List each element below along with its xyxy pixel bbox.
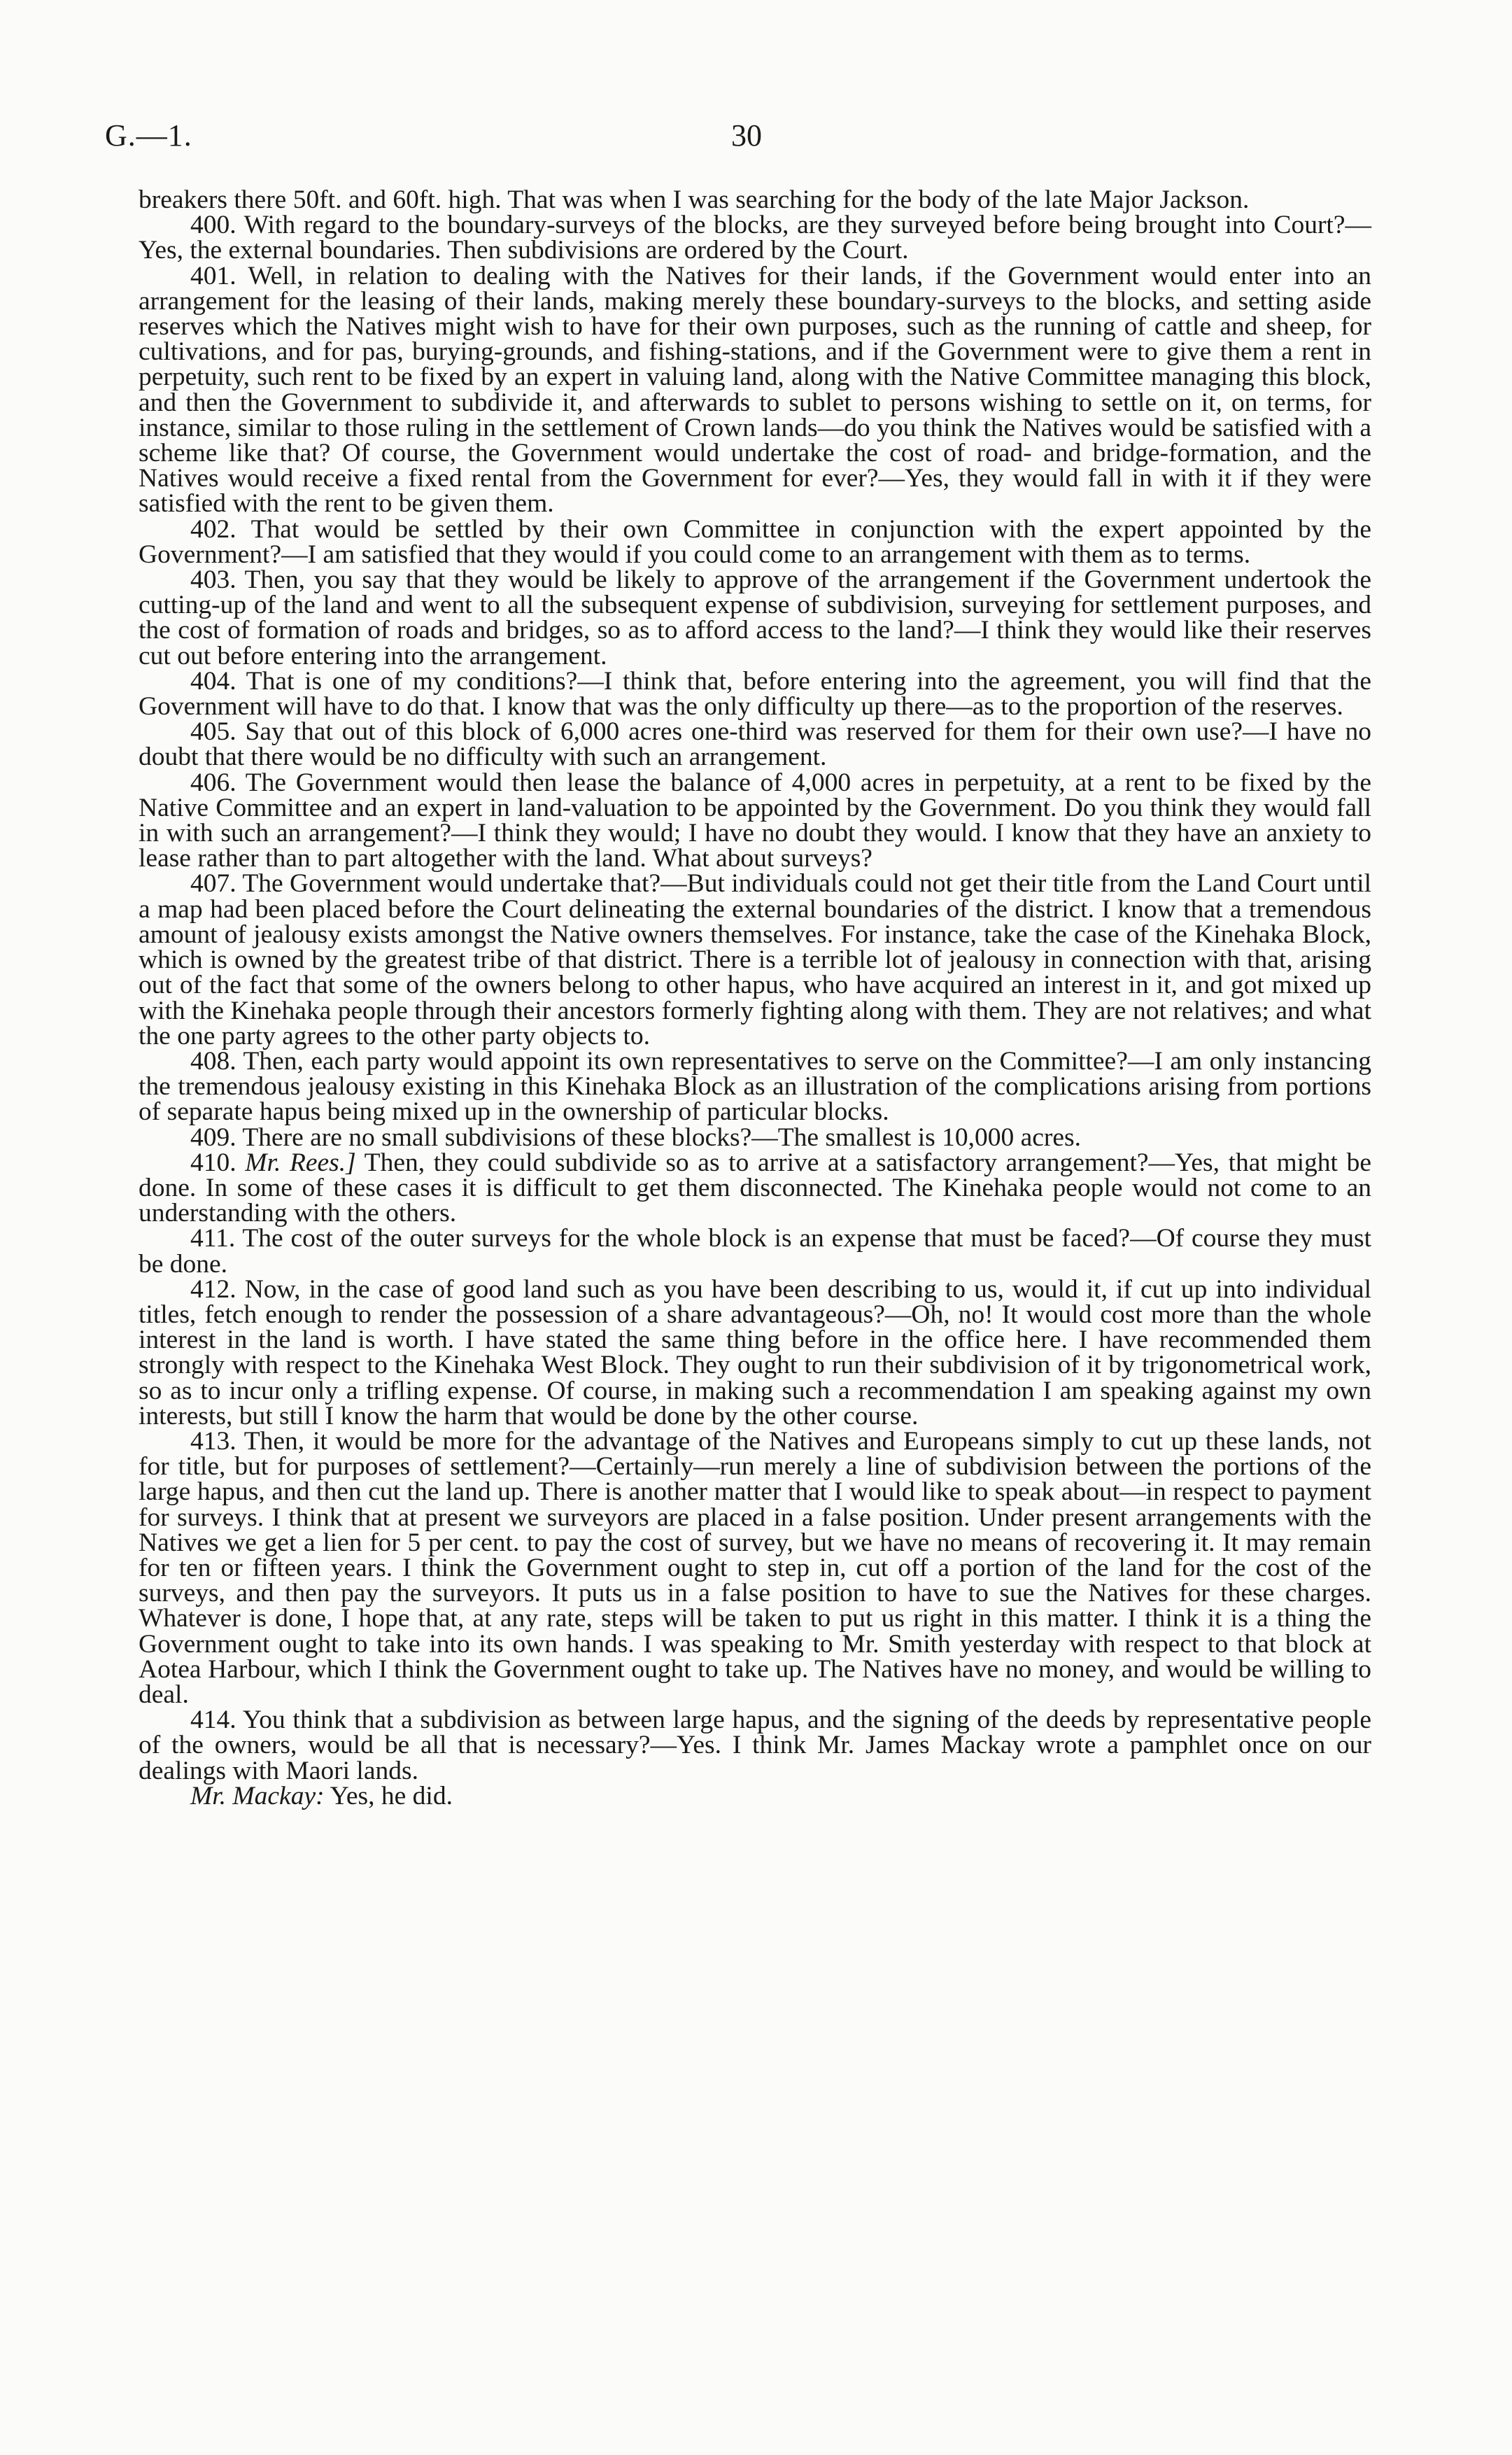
paragraph-continuation: breakers there 50ft. and 60ft. high. That was when I was searching for the body of the late Major Jackson. <box>139 185 1250 214</box>
paragraph-text: Then, they could subdivide so as to arrive at a satisfactory arrangement?—Yes, that might be done. In some of these cases it is difficult to get them disconnected. The Kinehaka people would not come to an understanding with the others. <box>139 1148 1372 1228</box>
paragraph-412: 412. Now, in the case of good land such as you have been describing to us, would it, if cut up into individual titles, fetch enough to render the possession of a share advantageous?—Oh, no! It would cost more than the whole interest in the land is worth. I have stated the same thing before in the office here. I have recommended them strongly with respect to the Kinehaka West Block. They ought to run their subdivision of it by trigonometrical work, so as to incur only a trifling expense. Of course, in making such a recommendation I am speaking against my own interests, but still I know the harm that would be done by the other course. <box>139 1274 1371 1430</box>
speaker-reply <box>139 1781 1371 1810</box>
paragraph-401: 401. Well, in relation to dealing with the Natives for their lands, if the Government would enter into an arrangement for the leasing of their lands, making merely these boundary-surveys to the blocks, and setting aside reserves which the Natives might wish to have for their own purposes, such as the running of cattle and sheep, for cultivations, and for pas, burying-grounds, and fishing-stations, and if the Government were to give them a rent in perpetuity, such rent to be fixed by an expert in valuing land, along with the Native Committee managing this block, and then the Government to subdivide it, and afterwards to sublet to persons wishing to settle on it, on terms, for instance, similar to those ruling in the settlement of Crown lands—do you think the Natives would be satisfied with a scheme like that? Of course, the Government would undertake the cost of road- and bridge-formation, and the Natives would receive a fixed rental from the Government for ever?—Yes, they would fall in with it if they were satisfied with the rent to be given them. <box>139 261 1371 519</box>
question-number: 410. <box>190 1148 236 1177</box>
reply-text: Yes, he did. <box>324 1781 453 1810</box>
paragraph-406: 406. The Government would then lease the balance of 4,000 acres in perpetuity, at a rent to be fixed by the Native Committee and an expert in land-valuation to be appointed by the Government. Do you think they would fall in with such an arrangement?—I think they would; I have no doubt they would. I know that they have an anxiety to lease rather than to part altogether with the land. What about surveys? <box>139 768 1371 873</box>
paragraph-408: 408. Then, each party would appoint its own representatives to serve on the Committee?—I am only instancing the tremendous jealousy existing in this Kinehaka Block as an illustration of the complications arising from portions of separate hapus being mixed up in the ownership of particular blocks. <box>139 1046 1371 1127</box>
speaker-name: Mr. Rees.] <box>245 1148 356 1177</box>
speaker-name: Mr. Mackay: <box>190 1781 325 1810</box>
paragraph-402: 402. That would be settled by their own Committee in conjunction with the expert appointed by the Government?—I am satisfied that they would if you could come to an arrangement with them as to terms. <box>139 514 1371 569</box>
paragraph-405: 405. Say that out of this block of 6,000 acres one-third was reserved for them for their own use?—I have no doubt that there would be no difficulty with such an arrangement. <box>139 717 1371 772</box>
body-text <box>139 185 1372 1810</box>
paragraph-403: 403. Then, you say that they would be likely to approve of the arrangement if the Government undertook the cutting-up of the land and went to all the subsequent expense of subdivision, surveying for settlement purposes, and the cost of formation of roads and bridges, so as to afford access to the land?—I think they would like their reserves cut out before entering into the arrangement. <box>139 565 1371 670</box>
paragraph-400: 400. With regard to the boundary-surveys of the blocks, are they surveyed before being brought into Court?—Yes, the external boundaries. Then subdivisions are ordered by the Court. <box>139 211 1371 265</box>
paragraph-404: 404. That is one of my conditions?—I think that, before entering into the agreement, you will find that the Government will have to do that. I know that was the only difficulty up there—as to the proportion of the reserves. <box>139 666 1371 722</box>
paragraph-409: 409. There are no small subdivisions of these blocks?—The smallest is 10,000 acres. <box>190 1123 1082 1152</box>
paragraph-411: 411. The cost of the outer surveys for the whole block is an expense that must be faced?—Of course they must be done. <box>139 1224 1371 1279</box>
paragraph-410 <box>139 1148 1372 1228</box>
page-header <box>105 118 1364 160</box>
paragraph-407: 407. The Government would undertake that?—But individuals could not get their title from the Land Court until a map had been placed before the Court delineating the external boundaries of the district. I know that a tremendous amount of jealousy exists amongst the Native owners themselves. For instance, take the case of the Kinehaka Block, which is owned by the greatest tribe of that district. There is a terrible lot of jealousy in connection with that, arising out of the fact that some of the owners belong to other hapus, who have acquired an interest in it, and got mixed up with the Kinehaka people through their ancestors formerly fighting along with them. They are not relatives; and what the one party agrees to the other party objects to. <box>139 869 1371 1050</box>
paragraph-413: 413. Then, it would be more for the advantage of the Natives and Europeans simply to cut up these lands, not for title, but for purposes of settlement?—Certainly—run merely a line of subdivision between the portions of the large hapus, and then cut the land up. There is another matter that I would like to speak about—in respect to payment for surveys. I think that at present we surveyors are placed in a false position. Under present arrangements with the Natives we get a lien for 5 per cent. to pay the cost of survey, but we have no means of recovering it. It may remain for ten or fifteen years. I think the Government ought to step in, cut off a portion of the land for the cost of the surveys, and then pay the surveyors. It puts us in a false position to have to sue the Natives for these charges. Whatever is done, I hope that, at any rate, steps will be taken to put us right in this matter. I think it is a thing the Government ought to take into its own hands. I was speaking to Mr. Smith yesterday with respect to that block at Aotea Harbour, which I think the Government ought to take up. The Natives have no money, and would be willing to deal. <box>139 1426 1371 1709</box>
paragraph-414: 414. You think that a subdivision as between large hapus, and the signing of the deeds by representative people of the owners, would be all that is necessary?—Yes. I think Mr. James Mackay wrote a pamphlet once on our dealings with Maori lands. <box>139 1705 1371 1785</box>
page-number: 30 <box>731 118 762 153</box>
document-reference: G.—1. <box>105 118 192 153</box>
